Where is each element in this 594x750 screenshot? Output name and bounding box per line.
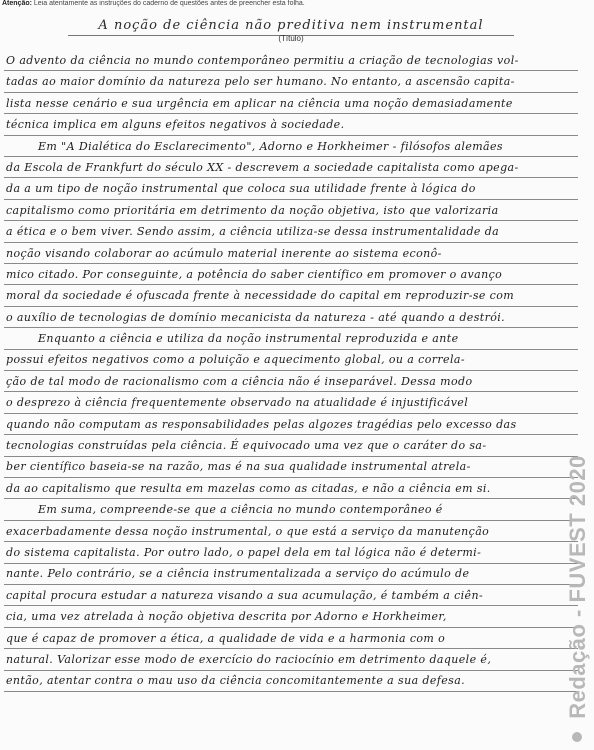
notice-text: Leia atentamente as instruções do caderno de questões antes de preencher esta folha.: [33, 0, 305, 7]
essay-line: tadas ao maior domínio da natureza pelo ser humano. No entanto, a ascensão capita-: [6, 75, 515, 89]
essay-line: da Escola de Frankfurt do século XX - descrevem a sociedade capitalista como apega-: [6, 160, 519, 174]
essay-line: cia, uma vez atrelada à noção objetiva descrita por Adorno e Horkheimer,: [6, 610, 447, 624]
essay-line: o desprezo à ciência frequentemente observado na atualidade é injustificável: [6, 396, 469, 410]
essay-line: da a um tipo de noção instrumental que coloca sua utilidade frente à lógica do: [6, 182, 476, 196]
essay-line: técnica implica em alguns efeitos negativos à sociedade.: [6, 118, 345, 132]
essay-line: Enquanto a ciência e utiliza da noção instrumental reproduzida e ante: [38, 332, 459, 346]
essay-line: o auxílio de tecnologias de domínio mecanicista da natureza - até quando a destrói.: [6, 310, 506, 324]
title-caption: (Título): [278, 34, 304, 43]
essay-line: a ética e o bem viver. Sendo assim, a ciência utiliza-se dessa instrumentalidade da: [6, 225, 500, 239]
essay-line: que é capaz de promover a ética, a qualidade de vida e a harmonia com o: [6, 631, 446, 645]
essay-line: Em suma, compreende-se que a ciência no mundo contemporâneo é: [38, 503, 443, 517]
watermark: [564, 432, 592, 742]
essay-line: quando não computam as responsabilidades pelas algozes tragédias pelo excesso das: [6, 417, 517, 431]
essay-line: O advento da ciência no mundo contemporâneo permitiu a criação de tecnologias vol-: [6, 54, 519, 67]
essay-line: noção visando colaborar ao acúmulo material inerente ao sistema econô-: [6, 246, 442, 260]
essay-line: Em "A Dialética do Esclarecimento", Adorno e Horkheimer - filósofos alemães: [38, 139, 503, 153]
essay-line: lista nesse cenário e sua urgência em aplicar na ciência uma noção demasiadamente: [6, 96, 513, 110]
notice-prefix: Atenção:: [2, 0, 32, 7]
essay-line: da ao capitalismo que resulta em mazelas como as citadas, e não a ciência em si.: [6, 481, 491, 495]
essay-line: capital procura estudar a natureza visando a sua acumulação, é também a ciên-: [6, 588, 484, 602]
essay-line: mico citado. Por conseguinte, a potência do saber científico em promover o avanço: [6, 267, 503, 281]
title-field: [4, 14, 578, 34]
essay-line: possui efeitos negativos como a poluição e aquecimento global, ou a correla-: [6, 353, 465, 367]
watermark-text: Redação - FUVEST 2020: [565, 455, 590, 719]
watermark-dot-icon: [572, 732, 582, 742]
essay-line: capitalismo como prioritária em detrimento da noção objetiva, isto que valorizaria: [6, 203, 499, 217]
notice-banner: [2, 0, 562, 10]
essay-line: do sistema capitalista. Por outro lado, o papel dela em tal lógica não é determi-: [6, 545, 482, 559]
essay-body: [4, 50, 578, 692]
essay-line: ber científico baseia-se na razão, mas é na sua qualidade instrumental atrela-: [6, 460, 471, 474]
essay-line: natural. Valorizar esse modo de exercício do raciocínio em detrimento daquele é,: [6, 652, 492, 666]
essay-line: exacerbadamente dessa noção instrumental, o que está a serviço da manutenção: [6, 524, 490, 538]
essay-line: ção de tal modo de racionalismo com a ciência não é inseparável. Dessa modo: [6, 374, 473, 388]
essay-line: moral da sociedade é ofuscada frente à necessidade do capital em reproduzir-se com: [6, 289, 515, 303]
essay-line: tecnologias construídas pela ciência. É equivocado uma vez que o caráter do sa-: [6, 439, 487, 453]
essay-title: A noção de ciência não preditiva nem instrumental: [68, 17, 513, 36]
essay-line: nante. Pelo contrário, se a ciência instrumentalizada a serviço do acúmulo de: [6, 567, 470, 581]
essay-line: então, atentar contra o mau uso da ciência concomitantemente a sua defesa.: [6, 674, 466, 688]
